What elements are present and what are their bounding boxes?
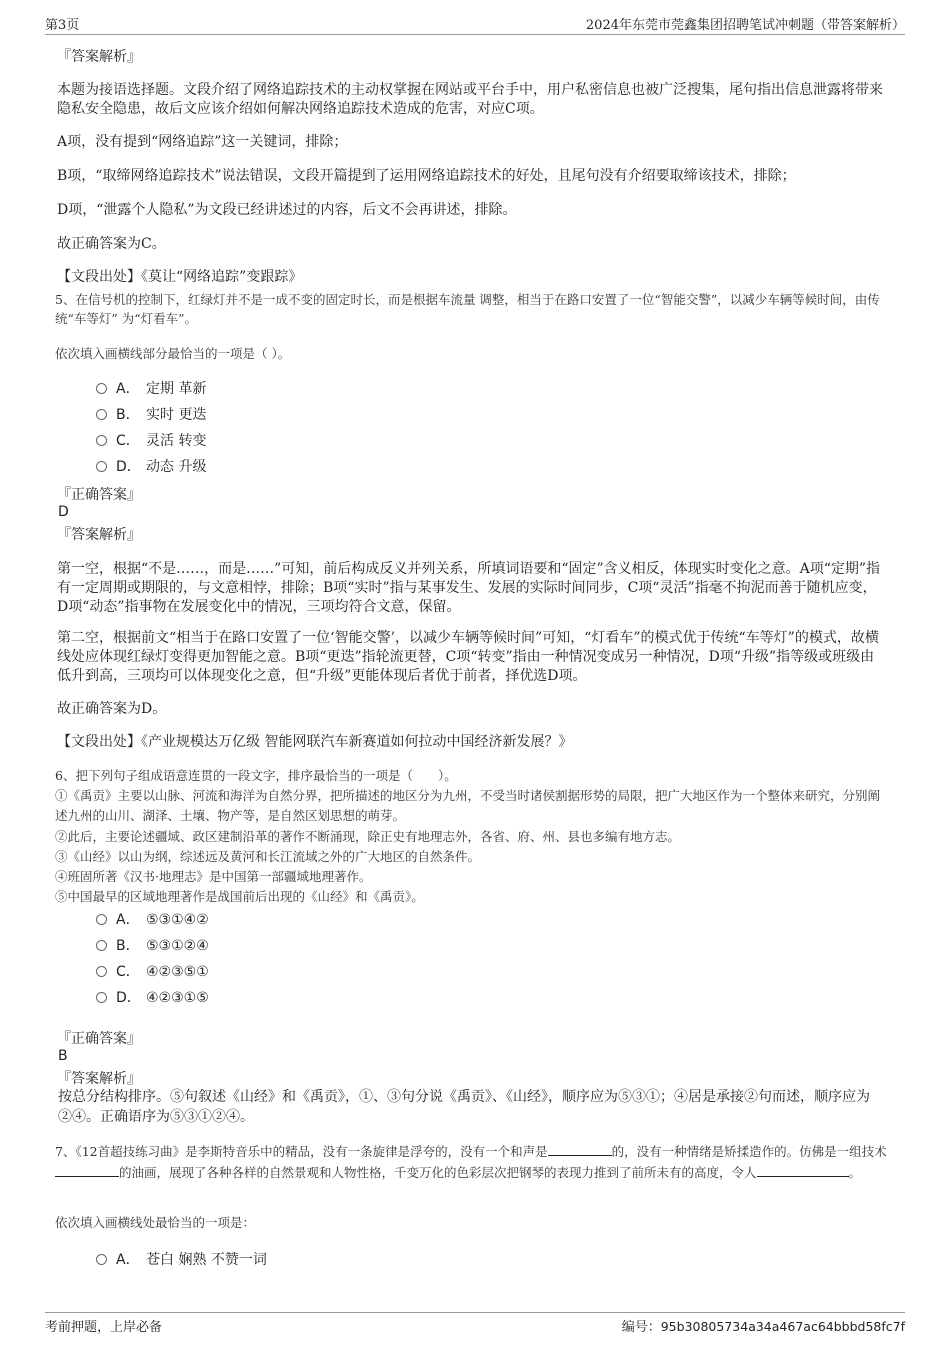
- question-7-stem: 7、《12首超技练习曲》是李斯特音乐中的精品，没有一条旋律是浮夸的，没有一个和声是 的，没有一种情绪是矫揉造作的。仿佛是一组技术的油画，展现了各种各样的自然景观和人物性格，千变万化的色彩层次把钢琴的表现力推到了前所未有的高度，令人 。: [55, 1144, 887, 1180]
- sentence-3: ③《山经》以山为纲，综述远及黄河和长江流域之外的广大地区的自然条件。: [55, 849, 481, 864]
- analysis-option-a: A项，没有提到“网络追踪”这一关键词，排除；: [57, 134, 348, 150]
- fill-blank-3: [757, 1164, 849, 1177]
- sentence-2: ②此后，主要论述疆域、政区建制沿革的著作不断涌现，除正史有地理志外，各省、府、州、县也多编有地方志。: [55, 829, 681, 844]
- q6-option-d[interactable]: D． ④②③①⑤: [96, 989, 209, 1007]
- q5-option-a[interactable]: A． 定期 革新: [96, 380, 206, 398]
- q5-option-b[interactable]: B． 实时 更迭: [96, 406, 206, 424]
- analysis-paragraph: 按总分结构排序。⑤句叙述《山经》和《禹贡》，①、③句分说《禹贡》、《山经》，顺序应为⑤③①；④居是承接②句而述，顺序应为②④。正确语序为⑤③①②④。: [58, 1089, 870, 1125]
- document-code: 编号：95b30805734a34a467ac64bbbd58fc7f: [621, 1319, 905, 1335]
- radio-icon[interactable]: [96, 966, 107, 977]
- answer-label: 『正确答案』: [57, 1031, 141, 1047]
- q7-option-a[interactable]: A． 苍白 娴熟 不赞一词: [96, 1251, 267, 1269]
- answer-label: 『正确答案』: [57, 487, 141, 503]
- source-citation: 【文段出处】《莫让“网络追踪”变跟踪》: [57, 269, 303, 285]
- fill-blank-2: [55, 1164, 119, 1177]
- radio-icon[interactable]: [96, 940, 107, 951]
- document-title: 2024年东莞市莞鑫集团招聘笔试冲刺题（带答案解析）: [585, 18, 905, 33]
- question-5-prompt: 依次填入画横线部分最恰当的一项是（ ）。: [55, 346, 291, 361]
- radio-icon[interactable]: [96, 409, 107, 420]
- source-citation: 【文段出处】《产业规模达万亿级 智能网联汽车新赛道如何拉动中国经济新发展？》: [57, 734, 573, 750]
- question-6-stem: 6、把下列句子组成语意连贯的一段文字，排序最恰当的一项是（ ）。: [55, 768, 457, 783]
- analysis-option-b: B项，“取缔网络追踪技术”说法错误，文段开篇提到了运用网络追踪技术的好处，且尾句没有介绍要取缔该技术，排除；: [57, 168, 796, 184]
- conclusion: 故正确答案为C。: [57, 236, 166, 252]
- correct-answer: B: [58, 1048, 68, 1064]
- question-7-prompt: 依次填入画横线处最恰当的一项是：: [55, 1215, 256, 1230]
- conclusion: 故正确答案为D。: [57, 701, 167, 717]
- analysis-paragraph: 第一空，根据“不是……，而是……”可知，前后构成反义并列关系，所填词语要和“固定”含义相反，体现实时变化之意。A项“定期”指有一定周期或期限的，与文意相悖，排除；B项“实时”指与某事发生、发展的实际时间同步，C项“灵活”指毫不拘泥而善于随机应变，D项“动态”指事物在发展变化中的情况，三项均符合文意，保留。: [57, 561, 881, 615]
- radio-icon[interactable]: [96, 435, 107, 446]
- question-5-stem: 5、在信号机的控制下，红绿灯并不是一成不变的固定时长，而是根据车流量 调整，相当于在路口安置了一位“智能交警”，以减少车辆等候时间，由传统“车等灯” 为“灯看车”。: [55, 292, 880, 326]
- fill-blank-1: [548, 1143, 612, 1156]
- radio-icon[interactable]: [96, 992, 107, 1003]
- analysis-label: 『答案解析』: [57, 1071, 141, 1087]
- q5-option-d[interactable]: D． 动态 升级: [96, 458, 206, 476]
- radio-icon[interactable]: [96, 914, 107, 925]
- analysis-paragraph: 第二空，根据前文“相当于在路口安置了一位‘智能交警’，以减少车辆等候时间”可知，“灯看车”的模式优于传统“车等灯”的模式，故横线处应体现红绿灯变得更加智能之意。B项“更迭”指轮流更替，C项“转变”指由一种情况变成另一种情况，D项“升级”指等级或班级由低升到高，三项均可以体现变化之意，但“升级”更能体现后者优于前者，择优选D项。: [57, 630, 879, 684]
- analysis-label: 『答案解析』: [57, 49, 141, 65]
- footer-slogan: 考前押题，上岸必备: [45, 1320, 163, 1335]
- correct-answer: D: [58, 504, 69, 520]
- radio-icon[interactable]: [96, 383, 107, 394]
- q5-option-c[interactable]: C． 灵活 转变: [96, 432, 206, 450]
- page-footer: [45, 1312, 905, 1335]
- radio-icon[interactable]: [96, 461, 107, 472]
- analysis-label: 『答案解析』: [57, 527, 141, 543]
- sentence-5: ⑤中国最早的区域地理著作是战国前后出现的《山经》和《禹贡》。: [55, 889, 424, 904]
- page-header: [45, 12, 905, 35]
- radio-icon[interactable]: [96, 1254, 107, 1265]
- q6-option-b[interactable]: B． ⑤③①②④: [96, 937, 209, 955]
- sentence-4: ④班固所著《汉书·地理志》是中国第一部疆域地理著作。: [55, 869, 372, 884]
- sentence-1: ①《禹贡》主要以山脉、河流和海洋为自然分界，把所描述的地区分为九州，不受当时诸侯割据形势的局限，把广大地区作为一个整体来研究，分别阐述九州的山川、湖泽、土壤、物产等，是自然区划思想的萌芽。: [55, 788, 881, 823]
- analysis-paragraph: 本题为接语选择题。文段介绍了网络追踪技术的主动权掌握在网站或平台手中，用户私密信息也被广泛搜集，尾句指出信息泄露将带来隐私安全隐患，故后文应该介绍如何解决网络追踪技术造成的危害，对应C项。: [57, 82, 883, 117]
- page-number: 第3页: [45, 18, 80, 33]
- analysis-option-d: D项，“泄露个人隐私”为文段已经讲述过的内容，后文不会再讲述，排除。: [57, 202, 517, 218]
- q6-option-a[interactable]: A． ⑤③①④②: [96, 911, 209, 929]
- q6-option-c[interactable]: C． ④②③⑤①: [96, 963, 209, 981]
